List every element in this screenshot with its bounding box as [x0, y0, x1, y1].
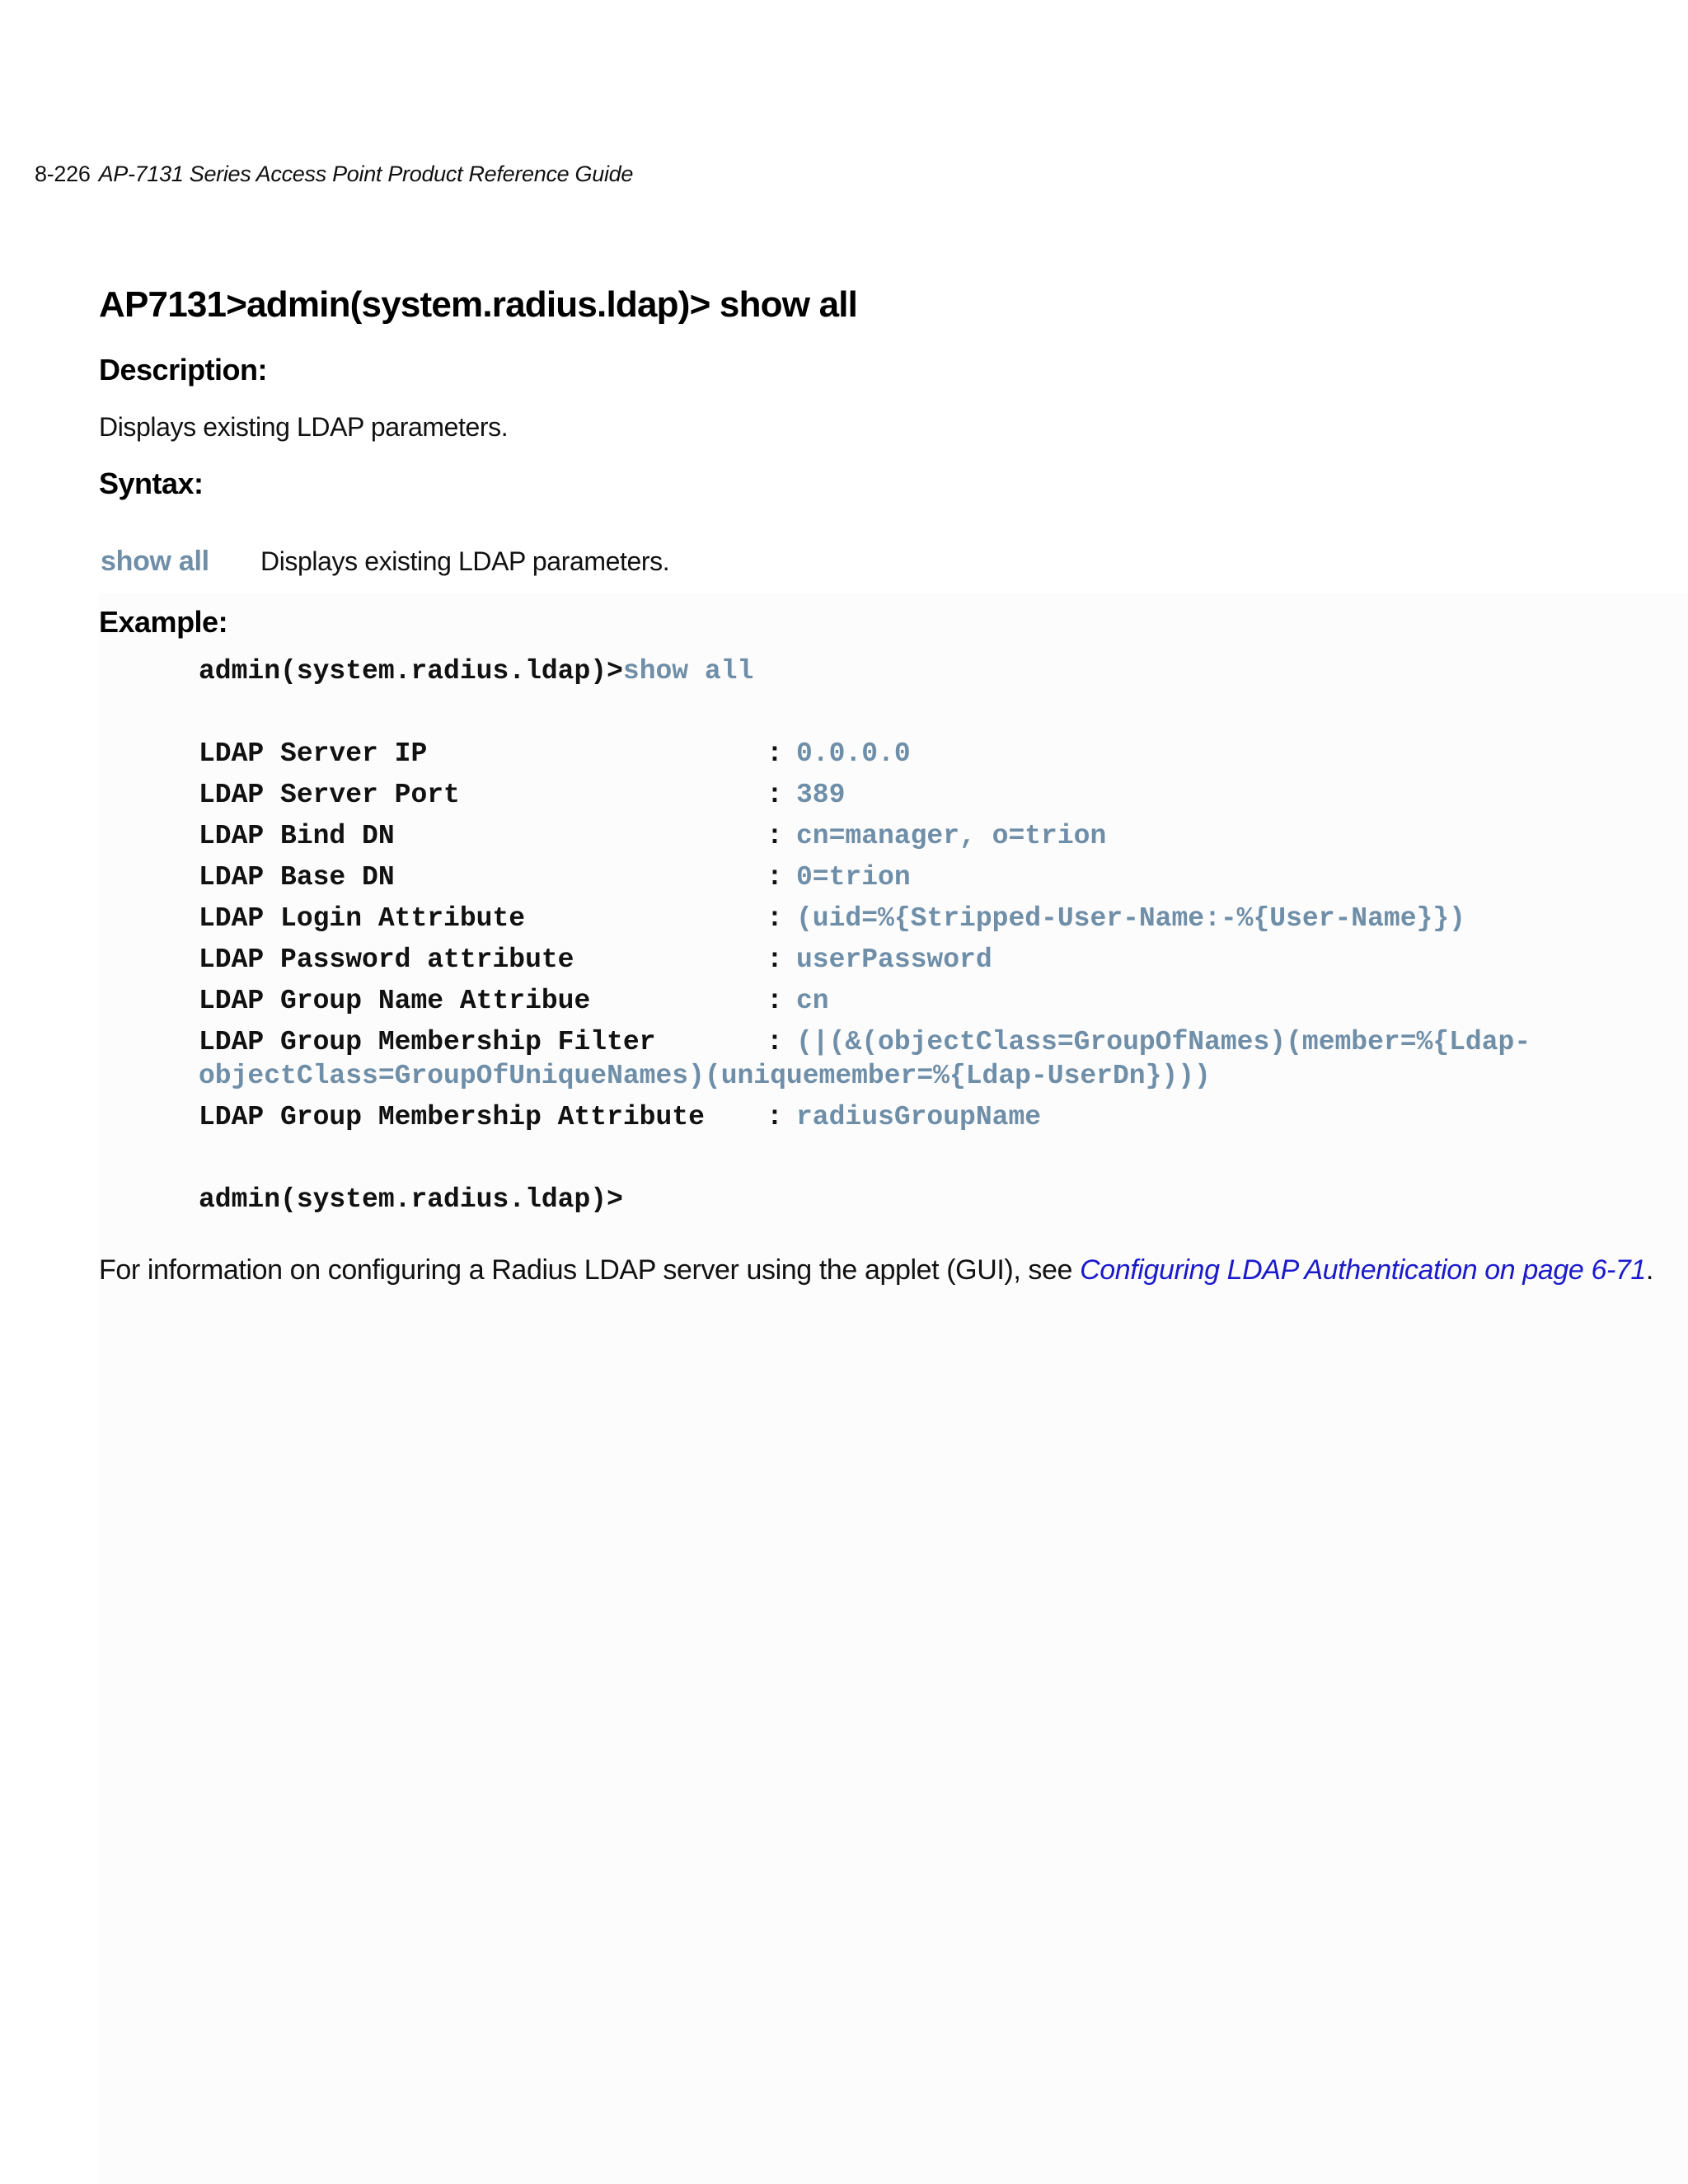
ldap-row-value: cn=manager, o=trion — [796, 821, 1107, 851]
ldap-row-value: (|(&(objectClass=GroupOfNames)(member=%{Ldap- — [796, 1027, 1531, 1057]
example-end-prompt: admin(system.radius.ldap)> — [199, 1184, 623, 1215]
example-prompt: admin(system.radius.ldap)> — [199, 656, 623, 687]
ldap-row — [199, 944, 992, 975]
ldap-row-separator: : — [767, 986, 783, 1016]
ldap-row — [199, 986, 829, 1016]
syntax-heading: Syntax: — [99, 466, 204, 500]
syntax-command: show all — [101, 546, 209, 577]
ldap-row — [199, 1027, 1531, 1057]
ldap-row — [199, 903, 1465, 934]
ldap-row-key: LDAP Group Name Attribue — [199, 986, 591, 1016]
ldap-row-separator: : — [767, 1102, 783, 1132]
syntax-description: Displays existing LDAP parameters. — [260, 546, 670, 576]
command-title: AP7131>admin(system.radius.ldap)> show all — [99, 284, 858, 325]
ldap-row — [199, 738, 911, 769]
ldap-row-key: LDAP Server IP — [199, 738, 428, 769]
ldap-row — [199, 1102, 1041, 1132]
example-command: show all — [622, 656, 754, 687]
description-heading: Description: — [99, 353, 268, 387]
ldap-row-separator: : — [767, 821, 783, 851]
ldap-row — [199, 862, 911, 893]
ldap-row-key: LDAP Group Membership Attribute — [199, 1102, 705, 1132]
ldap-row-value: 389 — [796, 780, 846, 810]
ldap-row-value-continued: objectClass=GroupOfUniqueNames)(uniquemember=%{Ldap-UserDn}))) — [199, 1061, 1211, 1091]
ldap-row-value: userPassword — [796, 944, 992, 975]
ldap-row-value: 0=trion — [796, 862, 911, 893]
ldap-row — [199, 821, 1106, 851]
ldap-row-separator: : — [767, 862, 783, 893]
footer-note-text: For information on configuring a Radius LDAP server using the applet (GUI), see — [99, 1254, 1081, 1286]
example-heading: Example: — [99, 605, 228, 639]
ldap-row-key: LDAP Password attribute — [199, 944, 574, 975]
description-text: Displays existing LDAP parameters. — [99, 412, 509, 442]
page-number: 8-226 — [35, 162, 91, 186]
ldap-row — [199, 780, 845, 810]
ldap-row-key: LDAP Base DN — [199, 862, 395, 893]
ldap-row-value: 0.0.0.0 — [796, 738, 911, 769]
cross-reference-link[interactable]: Configuring LDAP Authentication on page 6-71 — [1080, 1254, 1646, 1286]
ldap-row-separator: : — [767, 738, 783, 769]
ldap-row-value: (uid=%{Stripped-User-Name:-%{User-Name}}) — [796, 903, 1465, 934]
ldap-row-key: LDAP Login Attribute — [199, 903, 526, 934]
ldap-row-continuation — [199, 1061, 1211, 1091]
ldap-row-separator: : — [767, 903, 783, 934]
running-header — [35, 162, 633, 187]
ldap-row-value: cn — [796, 986, 829, 1016]
example-prompt-line — [199, 656, 753, 687]
ldap-row-key: LDAP Group Membership Filter — [199, 1027, 656, 1057]
footer-note-end: . — [1645, 1254, 1653, 1286]
ldap-row-key: LDAP Server Port — [199, 780, 460, 810]
syntax-row — [101, 546, 669, 578]
guide-title: AP-7131 Series Access Point Product Reference Guide — [98, 162, 634, 186]
ldap-row-value: radiusGroupName — [796, 1102, 1042, 1132]
ldap-row-key: LDAP Bind DN — [199, 821, 395, 851]
ldap-row-separator: : — [767, 1027, 783, 1057]
ldap-row-separator: : — [767, 944, 783, 975]
footer-note — [99, 1254, 1653, 1286]
ldap-row-separator: : — [767, 780, 783, 810]
